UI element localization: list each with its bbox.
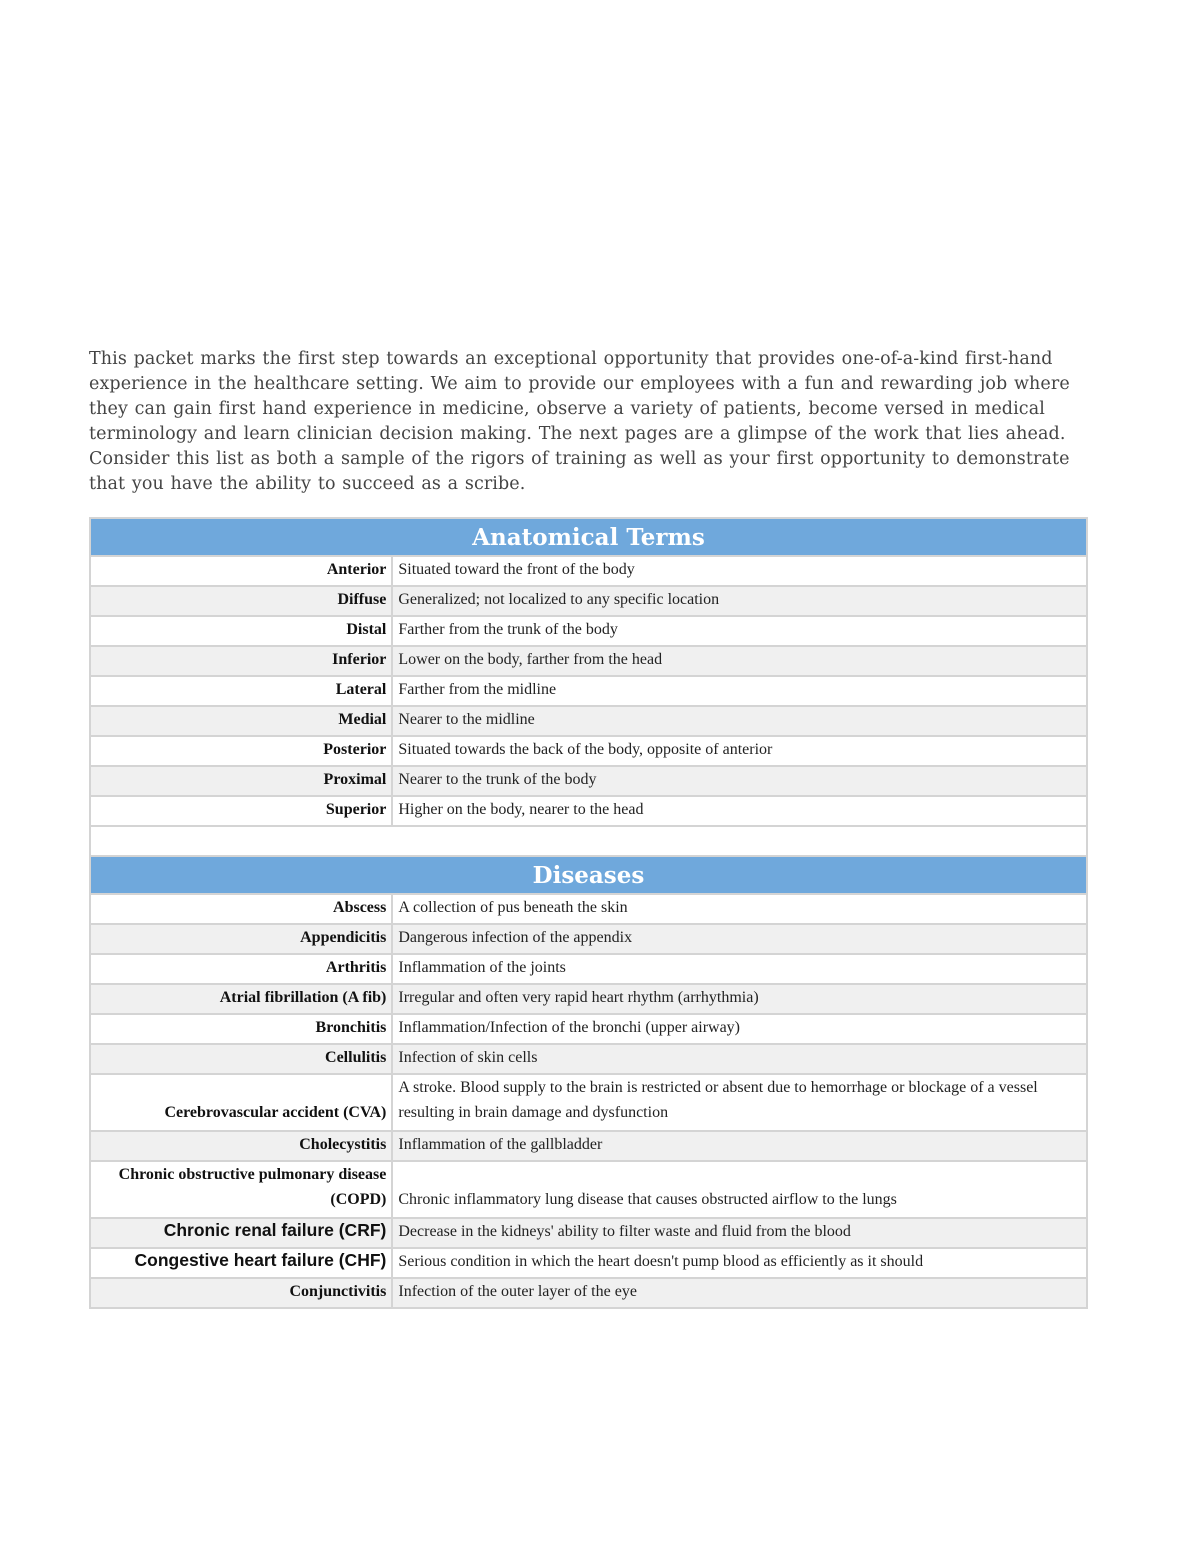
section-title: Diseases bbox=[90, 856, 1087, 894]
definition-cell: Inflammation/Infection of the bronchi (upper airway) bbox=[392, 1014, 1087, 1044]
table-row bbox=[90, 1218, 1087, 1248]
definition-cell: A collection of pus beneath the skin bbox=[392, 894, 1087, 924]
empty-cell bbox=[90, 826, 1087, 856]
definition-cell: Situated toward the front of the body bbox=[392, 556, 1087, 586]
table-row bbox=[90, 646, 1087, 676]
section-title: Anatomical Terms bbox=[90, 518, 1087, 556]
table-row bbox=[90, 984, 1087, 1014]
term-cell: Congestive heart failure (CHF) bbox=[90, 1248, 392, 1278]
table-row bbox=[90, 1161, 1087, 1218]
term-cell: Posterior bbox=[90, 736, 392, 766]
table-row bbox=[90, 736, 1087, 766]
term-cell: Distal bbox=[90, 616, 392, 646]
term-cell: Anterior bbox=[90, 556, 392, 586]
term-cell: Conjunctivitis bbox=[90, 1278, 392, 1308]
table-row bbox=[90, 894, 1087, 924]
term-cell: Abscess bbox=[90, 894, 392, 924]
definition-cell: Irregular and often very rapid heart rhythm (arrhythmia) bbox=[392, 984, 1087, 1014]
definition-cell: Farther from the trunk of the body bbox=[392, 616, 1087, 646]
definition-cell: Inflammation of the joints bbox=[392, 954, 1087, 984]
term-cell: Appendicitis bbox=[90, 924, 392, 954]
term-cell: Arthritis bbox=[90, 954, 392, 984]
table-row bbox=[90, 1014, 1087, 1044]
term-cell: Superior bbox=[90, 796, 392, 826]
table-row bbox=[90, 706, 1087, 736]
definition-cell: Nearer to the midline bbox=[392, 706, 1087, 736]
table-row bbox=[90, 954, 1087, 984]
definition-cell: Infection of skin cells bbox=[392, 1044, 1087, 1074]
table-row bbox=[90, 796, 1087, 826]
table-row bbox=[90, 586, 1087, 616]
definition-cell: Nearer to the trunk of the body bbox=[392, 766, 1087, 796]
definition-cell: Serious condition in which the heart doesn't pump blood as efficiently as it should bbox=[392, 1248, 1087, 1278]
term-cell: Chronic renal failure (CRF) bbox=[90, 1218, 392, 1248]
term-cell: Cellulitis bbox=[90, 1044, 392, 1074]
table-row bbox=[90, 616, 1087, 646]
definition-cell: Farther from the midline bbox=[392, 676, 1087, 706]
definition-cell: Inflammation of the gallbladder bbox=[392, 1131, 1087, 1161]
definition-cell: Higher on the body, nearer to the head bbox=[392, 796, 1087, 826]
term-cell: Cerebrovascular accident (CVA) bbox=[90, 1074, 392, 1131]
table-row bbox=[90, 1044, 1087, 1074]
term-cell: Inferior bbox=[90, 646, 392, 676]
term-cell: Medial bbox=[90, 706, 392, 736]
definition-cell: Dangerous infection of the appendix bbox=[392, 924, 1087, 954]
table-row bbox=[90, 1278, 1087, 1308]
term-cell: Proximal bbox=[90, 766, 392, 796]
table-row bbox=[90, 1248, 1087, 1278]
table-row bbox=[90, 556, 1087, 586]
table-row bbox=[90, 1131, 1087, 1161]
definition-cell: Lower on the body, farther from the head bbox=[392, 646, 1087, 676]
term-cell: Diffuse bbox=[90, 586, 392, 616]
section-header-anatomical bbox=[90, 518, 1087, 556]
term-cell: Lateral bbox=[90, 676, 392, 706]
term-cell: Atrial fibrillation (A fib) bbox=[90, 984, 392, 1014]
term-cell: Chronic obstructive pulmonary disease (COPD) bbox=[90, 1161, 392, 1218]
definition-cell: Chronic inflammatory lung disease that causes obstructed airflow to the lungs bbox=[392, 1161, 1087, 1218]
definition-cell: Decrease in the kidneys' ability to filter waste and fluid from the blood bbox=[392, 1218, 1087, 1248]
terms-table bbox=[89, 517, 1088, 1309]
definition-cell: Situated towards the back of the body, opposite of anterior bbox=[392, 736, 1087, 766]
spacer-row bbox=[90, 826, 1087, 856]
table-row bbox=[90, 766, 1087, 796]
term-cell: Cholecystitis bbox=[90, 1131, 392, 1161]
term-cell: Bronchitis bbox=[90, 1014, 392, 1044]
table-row bbox=[90, 924, 1087, 954]
table-row bbox=[90, 1074, 1087, 1131]
definition-cell: A stroke. Blood supply to the brain is restricted or absent due to hemorrhage or blockage of a vessel resulting in brain damage and dysfunction bbox=[392, 1074, 1087, 1131]
definition-cell: Generalized; not localized to any specific location bbox=[392, 586, 1087, 616]
section-header-diseases bbox=[90, 856, 1087, 894]
table-row bbox=[90, 676, 1087, 706]
definition-cell: Infection of the outer layer of the eye bbox=[392, 1278, 1087, 1308]
intro-paragraph: This packet marks the first step towards an exceptional opportunity that provides one-of-a-kind first-hand experience in the healthcare setting. We aim to provide our employees with a fun and rewarding job where they can gain first hand experience in medicine, observe a variety of patients, become versed in medical terminology and learn clinician decision making. The next pages are a glimpse of the work that lies ahead. Consider this list as both a sample of the rigors of training as well as your first opportunity to demonstrate that you have the ability to succeed as a scribe. bbox=[89, 349, 1070, 494]
